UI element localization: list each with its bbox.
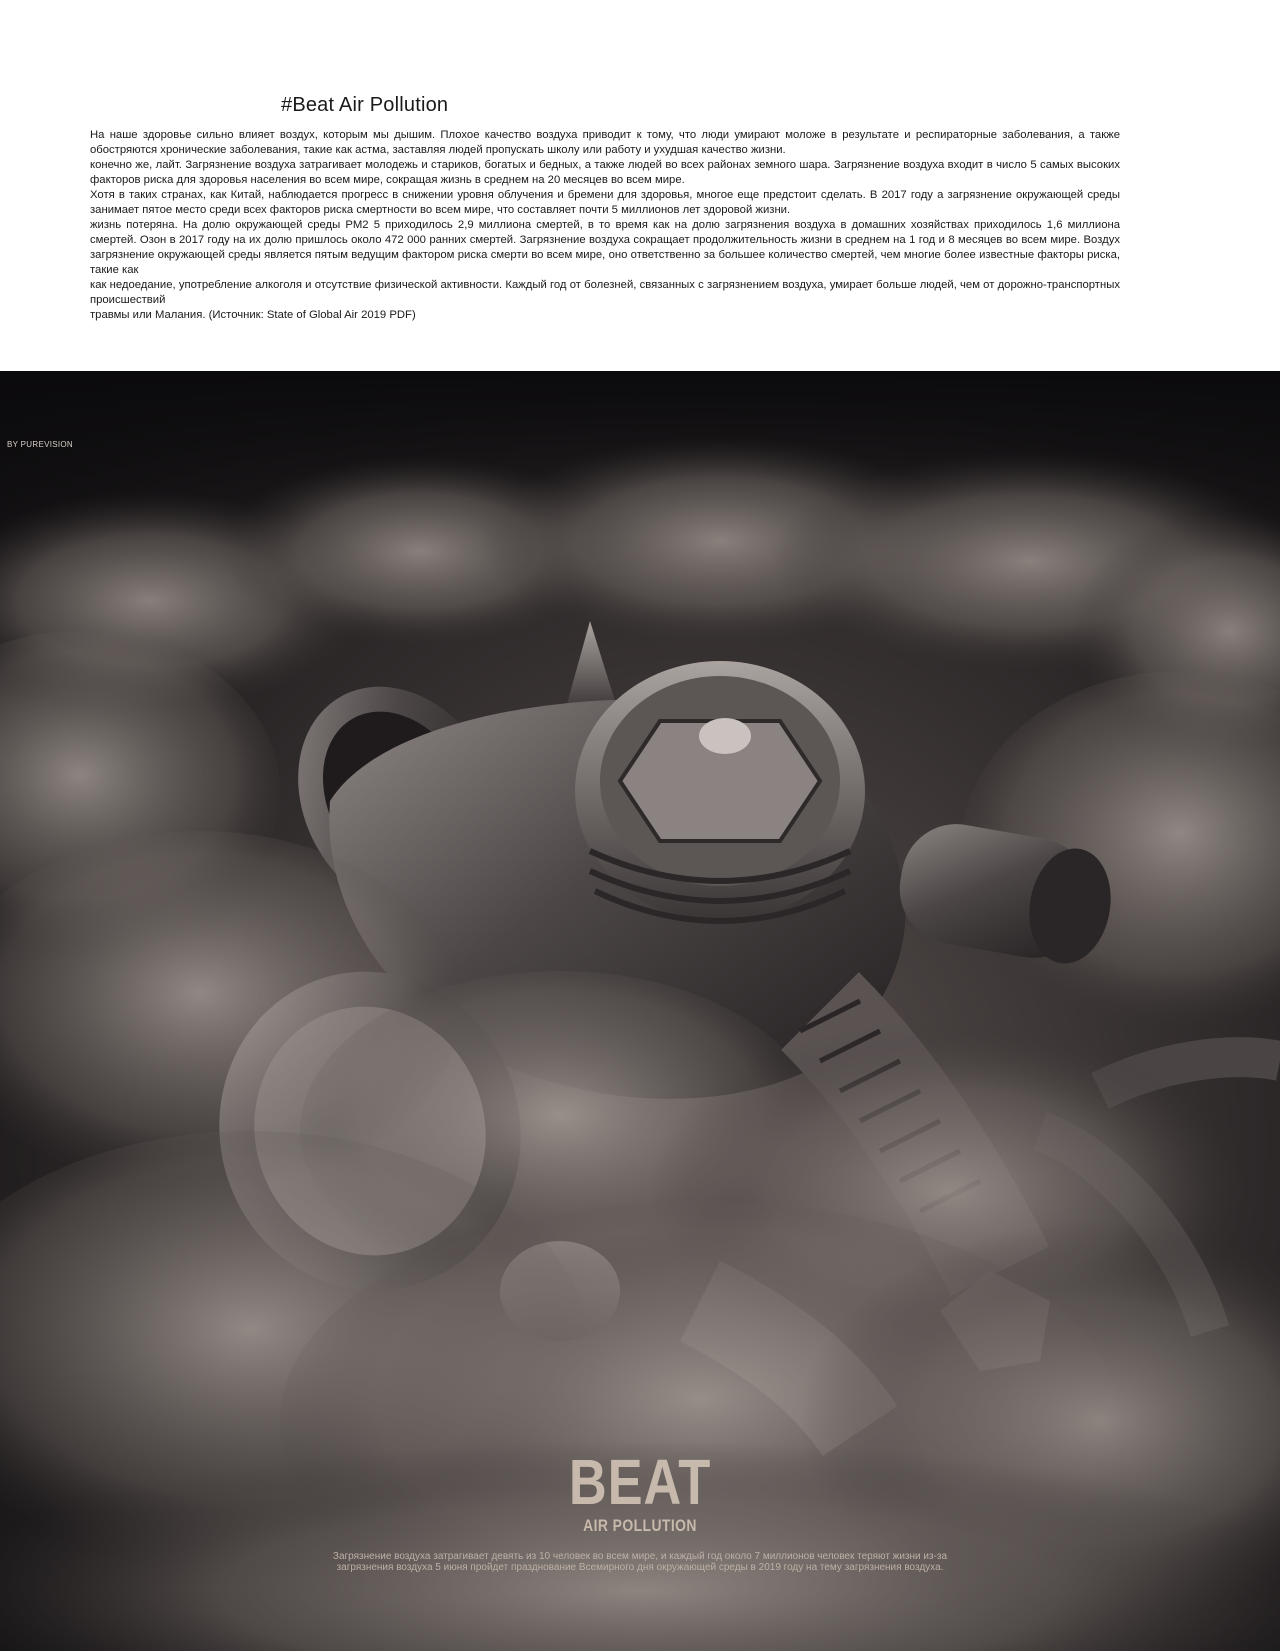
- article-paragraph: жизнь потеряна. На долю окружающей среды PM2 5 приходилось 2,9 миллиона смертей, в то время как на долю загрязнения воздуха в домашних хозяйствах приходилось 1,6 миллиона смертей. Озон в 2017 году на их долю пришлось около 472 000 ранних смертей. Загрязнение воздуха сокращает продолжительность жизни в среднем на 1 год и 8 месяцев во всем мире. Воздух загрязнение окружающей среды является пятым ведущим фактором риска смерти во всем мире, оно ответственно за большее количество смертей, чем многие более известные факторы риска, такие как: [90, 219, 1120, 276]
- mask-filter: [575, 661, 865, 921]
- poster-subheadline: AIR POLLUTION: [583, 1516, 697, 1535]
- article-paragraph: На наше здоровье сильно влияет воздух, которым мы дышим. Плохое качество воздуха приводит к тому, что люди умирают моложе в результате и респираторные заболевания, а также обостряются хронические заболевания, такие как астма, заставляя людей пропускать школу или работу и ухудшая качество жизни.: [90, 129, 1120, 156]
- article-paragraph: травмы или Малания. (Источник: State of Global Air 2019 PDF): [90, 309, 416, 321]
- photographer-credit: BY PUREVISION: [7, 440, 73, 449]
- article-body: [90, 128, 1120, 323]
- poster-image: [0, 371, 1280, 1651]
- article-paragraph: конечно же, лайт. Загрязнение воздуха затрагивает молодежь и стариков, богатых и бедных, а также людей во всех районах земного шара. Загрязнение воздуха входит в число 5 самых высоких факторов риска для здоровья населения во всем мире, сокращая жизнь в среднем на 20 месяцев во всем мире.: [90, 159, 1120, 186]
- poster-caption-line: Загрязнение воздуха затрагивает девять из 10 человек во всем мире, и каждый год около 7 миллионов человек теряют жизни из-за: [332, 1551, 948, 1562]
- poster-caption-line: загрязнения воздуха 5 июня пройдет празднование Всемирного дня окружающей среды в 2019 году на тему загрязнения воздуха.: [336, 1562, 944, 1573]
- page-title: #Beat Air Pollution: [281, 94, 449, 116]
- article-paragraph: Хотя в таких странах, как Китай, наблюдается прогресс в снижении уровня облучения и бремени для здоровья, многое еще предстоит сделать. В 2017 году а загрязнение окружающей среды занимает пятое место среди всех факторов риска смертности во всем мире, что составляет почти 5 миллионов лет здоровой жизни.: [90, 189, 1120, 216]
- poster-headline: BEAT: [568, 1446, 712, 1518]
- article-paragraph: как недоедание, употребление алкоголя и отсутствие физической активности. Каждый год от болезней, связанных с загрязнением воздуха, умирает больше людей, чем от дорожно-транспортных происшествий: [90, 279, 1120, 306]
- poster-caption: [270, 1551, 1010, 1573]
